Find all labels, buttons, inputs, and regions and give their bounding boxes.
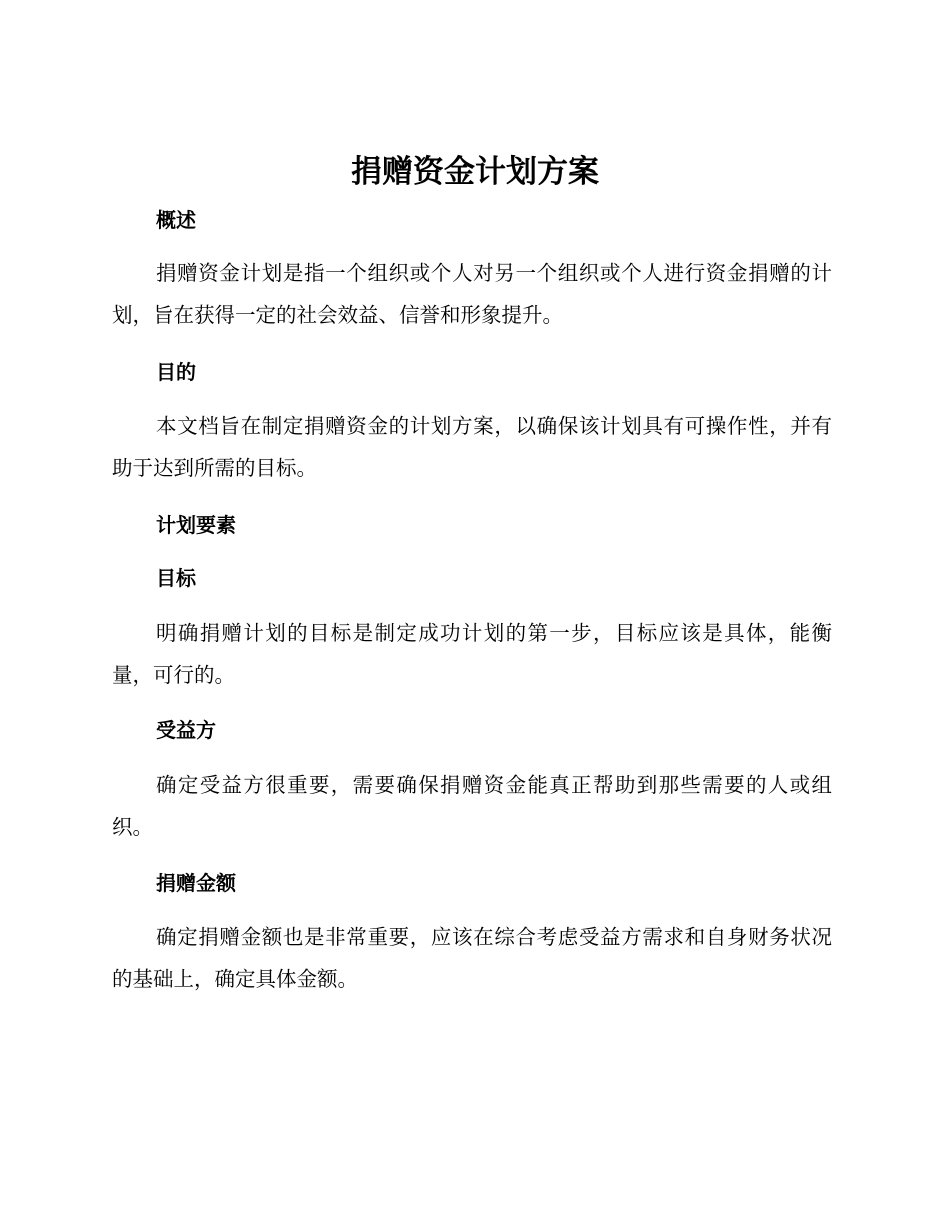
section-heading-purpose: 目的 bbox=[156, 360, 196, 384]
section-heading-goals: 目标 bbox=[156, 566, 196, 590]
document-title: 捐赠资金计划方案 bbox=[351, 154, 599, 190]
section-heading-overview: 概述 bbox=[156, 208, 196, 232]
section-paragraph-overview: 捐赠资金计划是指一个组织或个人对另一个组织或个人进行资金捐赠的计划，旨在获得一定的社会效益、信誉和形象提升。 bbox=[112, 261, 832, 327]
section-heading-beneficiary: 受益方 bbox=[156, 718, 216, 742]
section-paragraph-beneficiary: 确定受益方很重要，需要确保捐赠资金能真正帮助到那些需要的人或组织。 bbox=[112, 773, 832, 839]
section-paragraph-donation-amount: 确定捐赠金额也是非常重要，应该在综合考虑受益方需求和自身财务状况的基础上，确定具体金额。 bbox=[112, 925, 832, 991]
section-heading-donation-amount: 捐赠金额 bbox=[156, 871, 236, 895]
section-paragraph-purpose: 本文档旨在制定捐赠资金的计划方案，以确保该计划具有可操作性，并有助于达到所需的目标。 bbox=[112, 414, 832, 480]
section-heading-plan-elements: 计划要素 bbox=[156, 513, 236, 537]
section-paragraph-goals: 明确捐赠计划的目标是制定成功计划的第一步，目标应该是具体，能衡量，可行的。 bbox=[112, 621, 832, 687]
